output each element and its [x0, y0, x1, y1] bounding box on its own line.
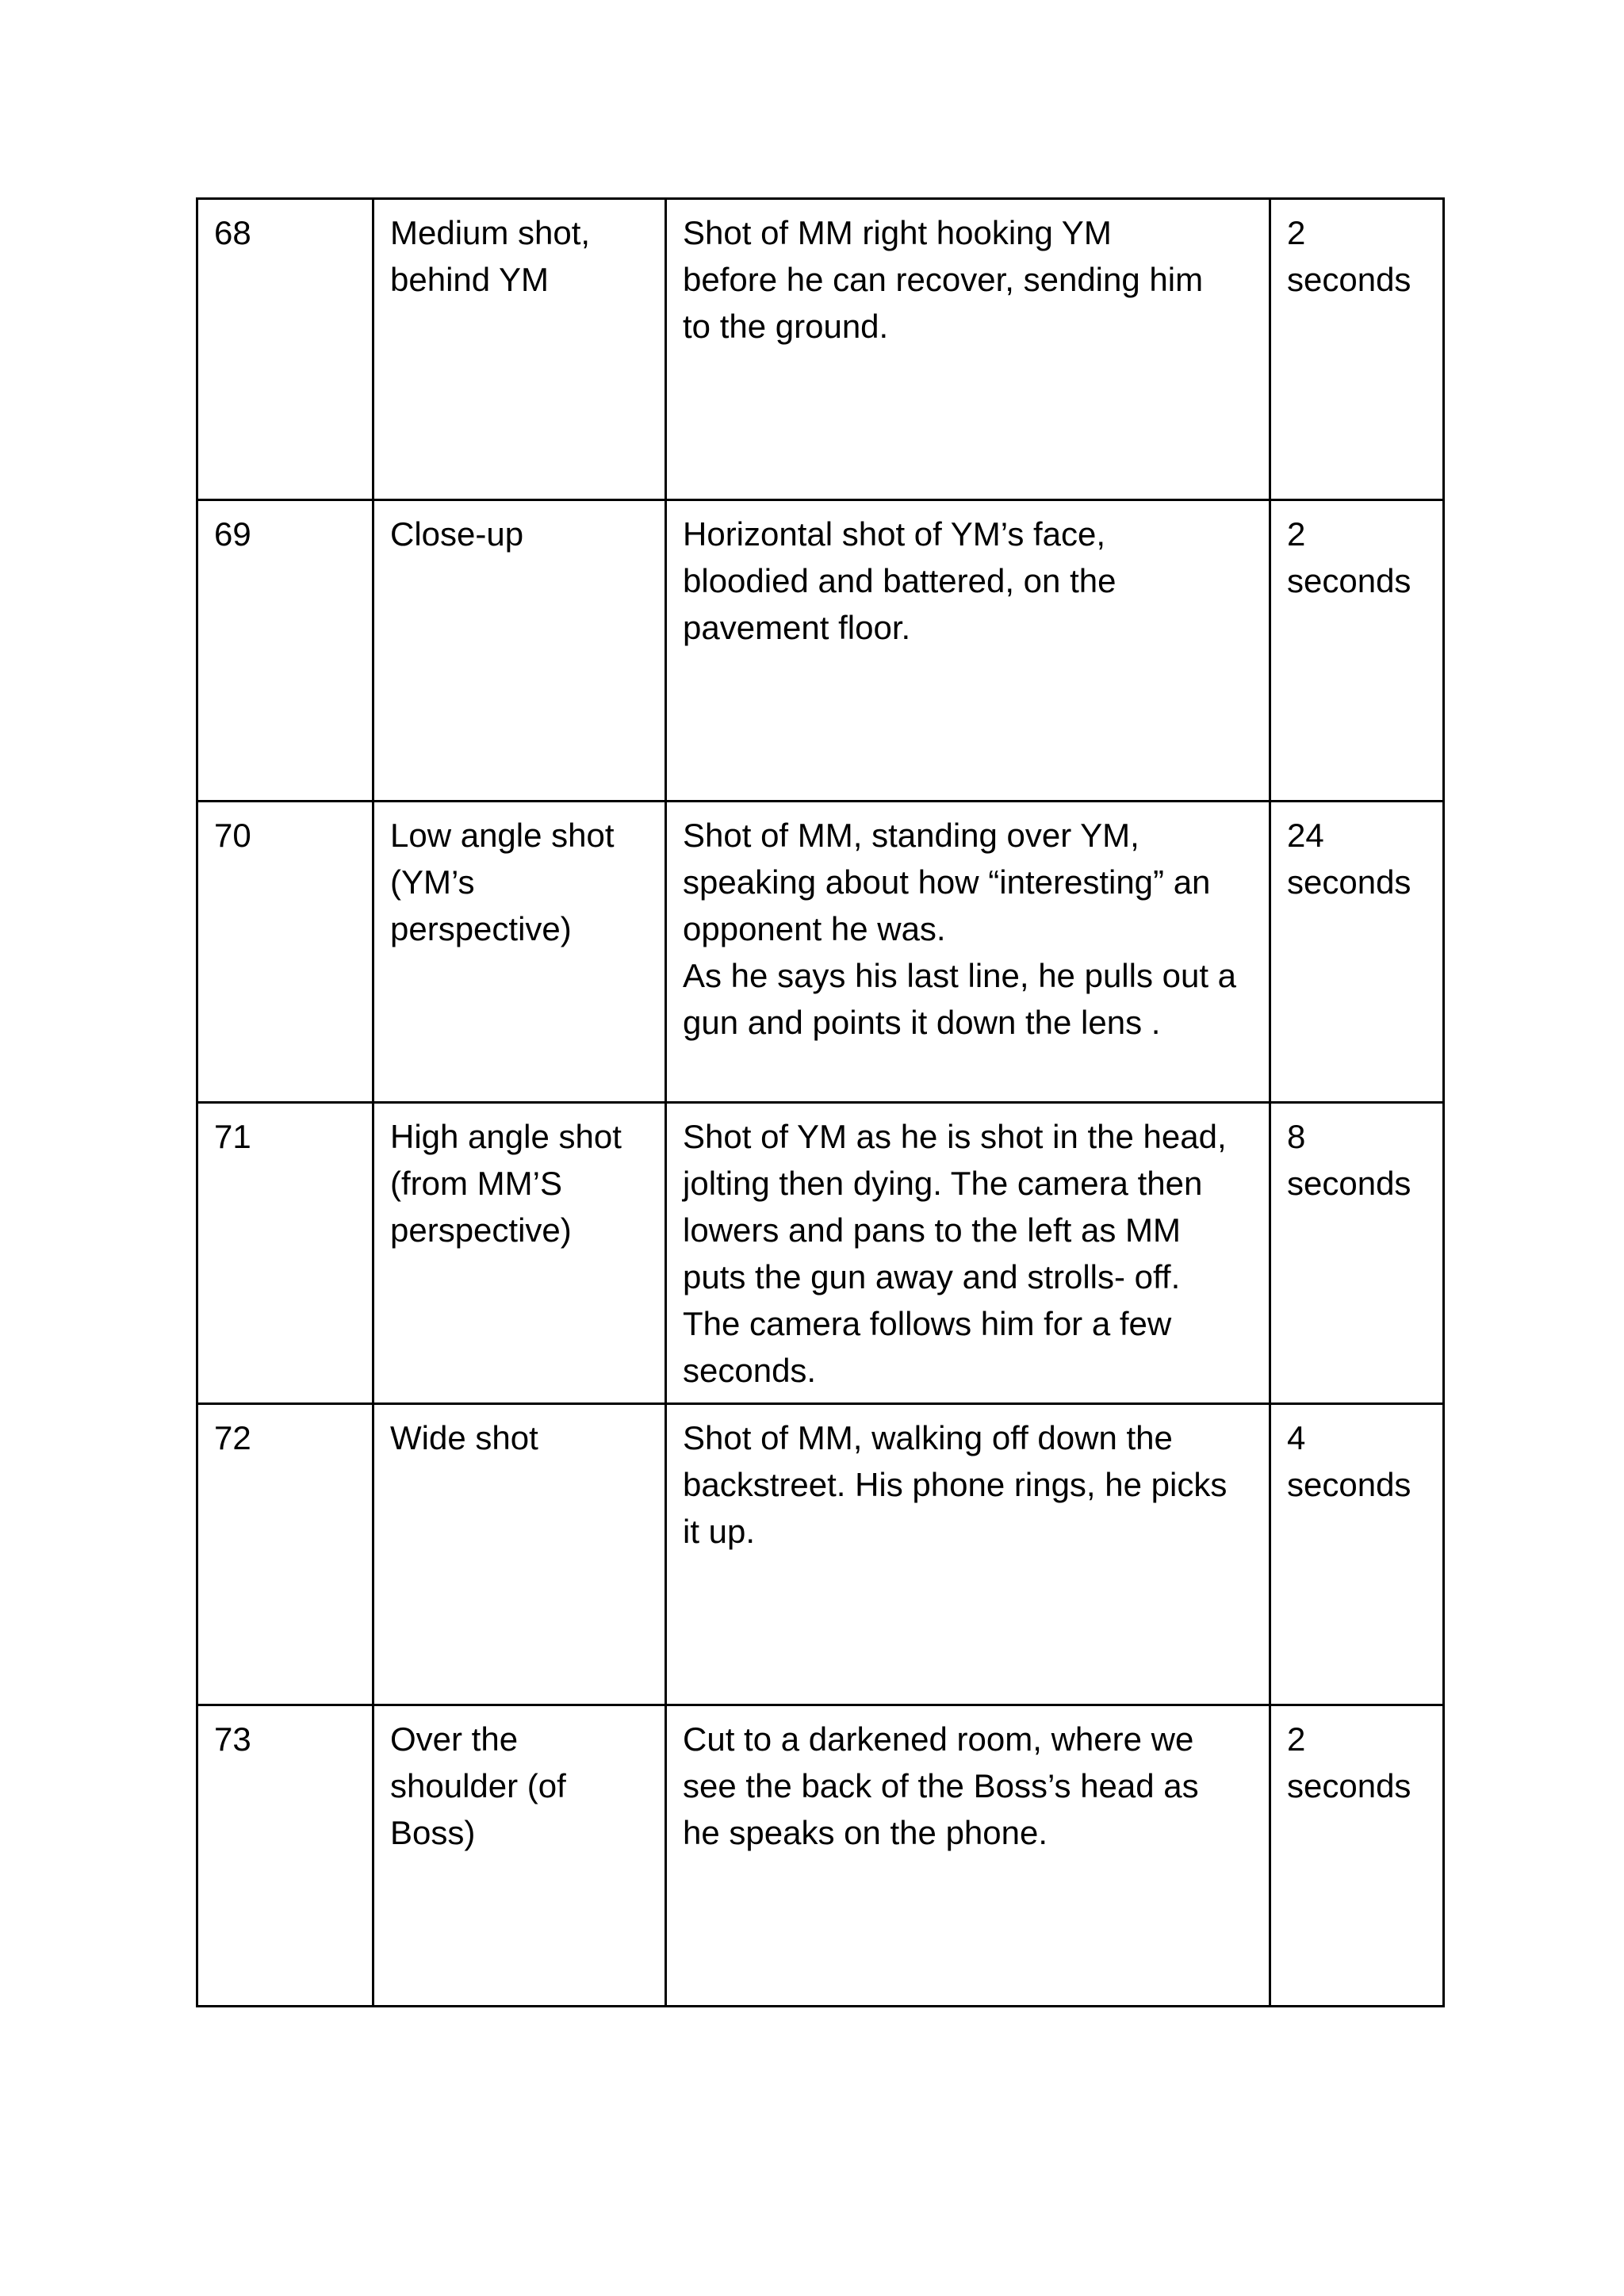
shot-description-line: The camera follows him for a few — [683, 1305, 1172, 1342]
shot-description-line: Horizontal shot of YM’s face, — [683, 515, 1106, 553]
shot-duration-cell — [1270, 802, 1444, 1103]
shot-description-line: it up. — [683, 1513, 756, 1550]
table-row — [197, 1705, 1444, 2007]
shot-list-table — [196, 197, 1445, 2007]
shot-number-cell — [197, 199, 373, 500]
shot-description-line: lowers and pans to the left as MM — [683, 1211, 1181, 1249]
shot-description-cell — [666, 500, 1270, 802]
shot-type-line: (YM’s — [390, 863, 475, 901]
shot-description-line: speaking about how “interesting” an — [683, 863, 1211, 901]
table-row — [197, 199, 1444, 500]
shot-number-cell — [197, 1404, 373, 1705]
shot-type-line: Boss) — [390, 1814, 476, 1851]
shot-duration-line: seconds — [1287, 261, 1411, 298]
shot-description-line: seconds. — [683, 1352, 817, 1389]
shot-type-line: (from MM’S — [390, 1165, 562, 1202]
shot-type-line: Over the — [390, 1720, 519, 1758]
shot-duration-cell — [1270, 1404, 1444, 1705]
shot-description-line: Shot of MM, walking off down the — [683, 1419, 1173, 1456]
shot-type-line: behind YM — [390, 261, 550, 298]
shot-type-line: perspective) — [390, 1211, 572, 1249]
shot-duration-line: 2 — [1287, 214, 1306, 251]
shot-duration-cell — [1270, 1705, 1444, 2007]
shot-duration-line: seconds — [1287, 1767, 1411, 1804]
shot-description-cell — [666, 1404, 1270, 1705]
shot-duration-line: seconds — [1287, 1466, 1411, 1503]
shot-type-line: High angle shot — [390, 1118, 622, 1155]
shot-duration-cell — [1270, 199, 1444, 500]
shot-duration-cell — [1270, 500, 1444, 802]
table-row — [197, 1103, 1444, 1404]
shot-type-line: Wide shot — [390, 1419, 538, 1456]
shot-type-cell — [373, 199, 666, 500]
shot-number-cell — [197, 1103, 373, 1404]
table-row — [197, 500, 1444, 802]
shot-number-cell — [197, 500, 373, 802]
shot-duration-line: seconds — [1287, 863, 1411, 901]
shot-duration-cell — [1270, 1103, 1444, 1404]
shot-description-cell — [666, 1103, 1270, 1404]
table-row — [197, 802, 1444, 1103]
shot-description-line: to the ground. — [683, 308, 889, 345]
shot-number-cell — [197, 802, 373, 1103]
shot-description-line: he speaks on the phone. — [683, 1814, 1048, 1851]
shot-number-text: 71 — [214, 1118, 251, 1155]
shot-number-text: 73 — [214, 1720, 251, 1758]
table-row — [197, 1404, 1444, 1705]
shot-description-line: Shot of MM right hooking YM — [683, 214, 1112, 251]
shot-type-cell — [373, 1404, 666, 1705]
shot-duration-line: 2 — [1287, 515, 1306, 553]
shot-number-cell — [197, 1705, 373, 2007]
shot-description-line: before he can recover, sending him — [683, 261, 1204, 298]
shot-description-line: Shot of YM as he is shot in the head, — [683, 1118, 1227, 1155]
shot-type-cell — [373, 1705, 666, 2007]
shot-description-cell — [666, 802, 1270, 1103]
shot-type-line: perspective) — [390, 910, 572, 947]
shot-description-line: bloodied and battered, on the — [683, 562, 1116, 599]
shot-description-line: jolting then dying. The camera then — [683, 1165, 1203, 1202]
shot-description-cell — [666, 1705, 1270, 2007]
shot-number-text: 69 — [214, 515, 251, 553]
shot-type-cell — [373, 1103, 666, 1404]
shot-description-line: see the back of the Boss’s head as — [683, 1767, 1199, 1804]
shot-duration-line: 8 — [1287, 1118, 1306, 1155]
shot-duration-line: 4 — [1287, 1419, 1306, 1456]
shot-type-line: shoulder (of — [390, 1767, 566, 1804]
shot-description-line: Cut to a darkened room, where we — [683, 1720, 1194, 1758]
shot-description-line: backstreet. His phone rings, he picks — [683, 1466, 1228, 1503]
shot-description-line: gun and points it down the lens . — [683, 1004, 1161, 1041]
shot-duration-line: seconds — [1287, 562, 1411, 599]
shot-description-line: As he says his last line, he pulls out a — [683, 957, 1237, 994]
shot-description-line: opponent he was. — [683, 910, 946, 947]
shot-description-line: Shot of MM, standing over YM, — [683, 817, 1139, 854]
shot-type-cell — [373, 802, 666, 1103]
shot-duration-line: 24 — [1287, 817, 1324, 854]
shot-duration-line: seconds — [1287, 1165, 1411, 1202]
shot-description-line: puts the gun away and strolls- off. — [683, 1258, 1181, 1295]
shot-type-line: Low angle shot — [390, 817, 615, 854]
shot-duration-line: 2 — [1287, 1720, 1306, 1758]
shot-type-line: Close-up — [390, 515, 524, 553]
shot-type-cell — [373, 500, 666, 802]
shot-description-cell — [666, 199, 1270, 500]
shot-number-text: 68 — [214, 214, 251, 251]
shot-number-text: 72 — [214, 1419, 251, 1456]
shot-type-line: Medium shot, — [390, 214, 591, 251]
shot-description-line: pavement floor. — [683, 609, 911, 646]
shot-number-text: 70 — [214, 817, 251, 854]
